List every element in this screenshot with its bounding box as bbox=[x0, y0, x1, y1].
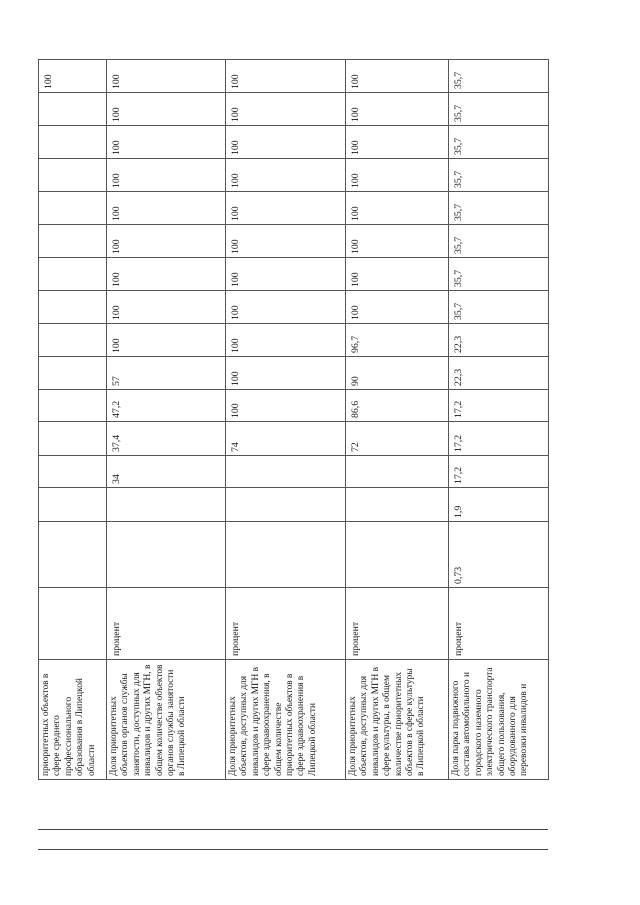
value-cell bbox=[107, 488, 226, 522]
value-cell: 37,4 bbox=[107, 422, 226, 456]
value-cell: 35,7 bbox=[449, 126, 549, 159]
value-cell bbox=[346, 488, 449, 522]
value-cell: 100 bbox=[107, 93, 226, 126]
indicator-name: Доля приоритетных объектов, доступных для инвалидов и других МГН в сфере культуры, в общем количестве приоритетных объектов в сфере культуры в Липецкой области bbox=[346, 660, 449, 780]
value-cell: 100 bbox=[346, 291, 449, 324]
value-cell bbox=[226, 522, 346, 588]
value-cell bbox=[346, 522, 449, 588]
rotated-table-container bbox=[38, 60, 548, 780]
table-row bbox=[346, 60, 449, 780]
value-cell: 35,7 bbox=[449, 291, 549, 324]
value-cell: 100 bbox=[226, 291, 346, 324]
value-cell bbox=[39, 93, 107, 126]
value-cell: 1,9 bbox=[449, 488, 549, 522]
value-cell: 35,7 bbox=[449, 159, 549, 192]
value-cell bbox=[346, 456, 449, 488]
footer-rule bbox=[38, 829, 548, 830]
unit-cell: процент bbox=[226, 588, 346, 660]
value-cell bbox=[39, 488, 107, 522]
value-cell: 100 bbox=[107, 60, 226, 93]
unit-cell: процент bbox=[449, 588, 549, 660]
value-cell bbox=[39, 258, 107, 291]
value-cell: 100 bbox=[226, 258, 346, 291]
value-cell: 35,7 bbox=[449, 192, 549, 225]
indicator-name: Доля приоритетных объектов, доступных для инвалидов и других МГН в сфере здравоохранения, в общем количестве приоритетных объектов в сфере здравоохранения в Липецкой области bbox=[226, 660, 346, 780]
value-cell: 100 bbox=[346, 225, 449, 258]
value-cell: 100 bbox=[107, 192, 226, 225]
value-cell bbox=[39, 192, 107, 225]
value-cell: 100 bbox=[346, 258, 449, 291]
value-cell: 35,7 bbox=[449, 258, 549, 291]
value-cell bbox=[39, 225, 107, 258]
value-cell: 0,73 bbox=[449, 522, 549, 588]
value-cell bbox=[39, 291, 107, 324]
value-cell: 17,2 bbox=[449, 422, 549, 456]
indicator-name: приоритетных объектов в сфере среднего профессионального образования в Липецкой области bbox=[39, 660, 107, 780]
value-cell bbox=[39, 390, 107, 422]
value-cell bbox=[39, 456, 107, 488]
value-cell: 100 bbox=[39, 60, 107, 93]
value-cell: 100 bbox=[107, 126, 226, 159]
value-cell bbox=[39, 324, 107, 357]
value-cell: 22,3 bbox=[449, 324, 549, 357]
value-cell: 100 bbox=[346, 192, 449, 225]
table-row bbox=[449, 60, 549, 780]
value-cell bbox=[39, 522, 107, 588]
value-cell: 57 bbox=[107, 357, 226, 390]
value-cell: 100 bbox=[107, 258, 226, 291]
value-cell: 47,2 bbox=[107, 390, 226, 422]
value-cell bbox=[226, 488, 346, 522]
table-row bbox=[39, 60, 107, 780]
value-cell: 100 bbox=[107, 291, 226, 324]
value-cell bbox=[226, 456, 346, 488]
value-cell: 100 bbox=[226, 126, 346, 159]
value-cell: 100 bbox=[226, 192, 346, 225]
value-cell: 100 bbox=[226, 390, 346, 422]
indicator-name: Доля приоритетных объектов органов службы занятости, доступных для инвалидов и других МГН, в общем количестве объектов органов службы занятости в Липецкой области bbox=[107, 660, 226, 780]
value-cell: 96,7 bbox=[346, 324, 449, 357]
value-cell: 86,6 bbox=[346, 390, 449, 422]
footer-rule bbox=[38, 849, 548, 850]
value-cell: 100 bbox=[346, 60, 449, 93]
value-cell: 17,2 bbox=[449, 390, 549, 422]
value-cell: 100 bbox=[226, 93, 346, 126]
value-cell bbox=[39, 422, 107, 456]
value-cell: 35,7 bbox=[449, 225, 549, 258]
value-cell bbox=[107, 522, 226, 588]
value-cell: 35,7 bbox=[449, 60, 549, 93]
value-cell: 100 bbox=[226, 357, 346, 390]
value-cell: 100 bbox=[346, 159, 449, 192]
value-cell: 100 bbox=[346, 93, 449, 126]
value-cell: 100 bbox=[226, 159, 346, 192]
value-cell: 100 bbox=[346, 126, 449, 159]
unit-cell bbox=[39, 588, 107, 660]
value-cell: 100 bbox=[226, 60, 346, 93]
value-cell: 74 bbox=[226, 422, 346, 456]
value-cell: 100 bbox=[226, 324, 346, 357]
value-cell bbox=[39, 357, 107, 390]
table-row bbox=[107, 60, 226, 780]
unit-cell: процент bbox=[346, 588, 449, 660]
value-cell bbox=[39, 126, 107, 159]
value-cell: 22,3 bbox=[449, 357, 549, 390]
indicator-table bbox=[38, 59, 549, 780]
value-cell: 72 bbox=[346, 422, 449, 456]
value-cell: 100 bbox=[107, 324, 226, 357]
value-cell: 100 bbox=[226, 225, 346, 258]
value-cell: 100 bbox=[107, 225, 226, 258]
unit-cell: процент bbox=[107, 588, 226, 660]
value-cell: 100 bbox=[107, 159, 226, 192]
table-row bbox=[226, 60, 346, 780]
value-cell: 17,2 bbox=[449, 456, 549, 488]
indicator-name: Доля парка подвижного состава автомобильного и городского наземного электрического транспорта общего пользования, оборудованного для перевозки инвалидов и bbox=[449, 660, 549, 780]
value-cell bbox=[39, 159, 107, 192]
value-cell: 90 bbox=[346, 357, 449, 390]
value-cell: 34 bbox=[107, 456, 226, 488]
value-cell: 35,7 bbox=[449, 93, 549, 126]
